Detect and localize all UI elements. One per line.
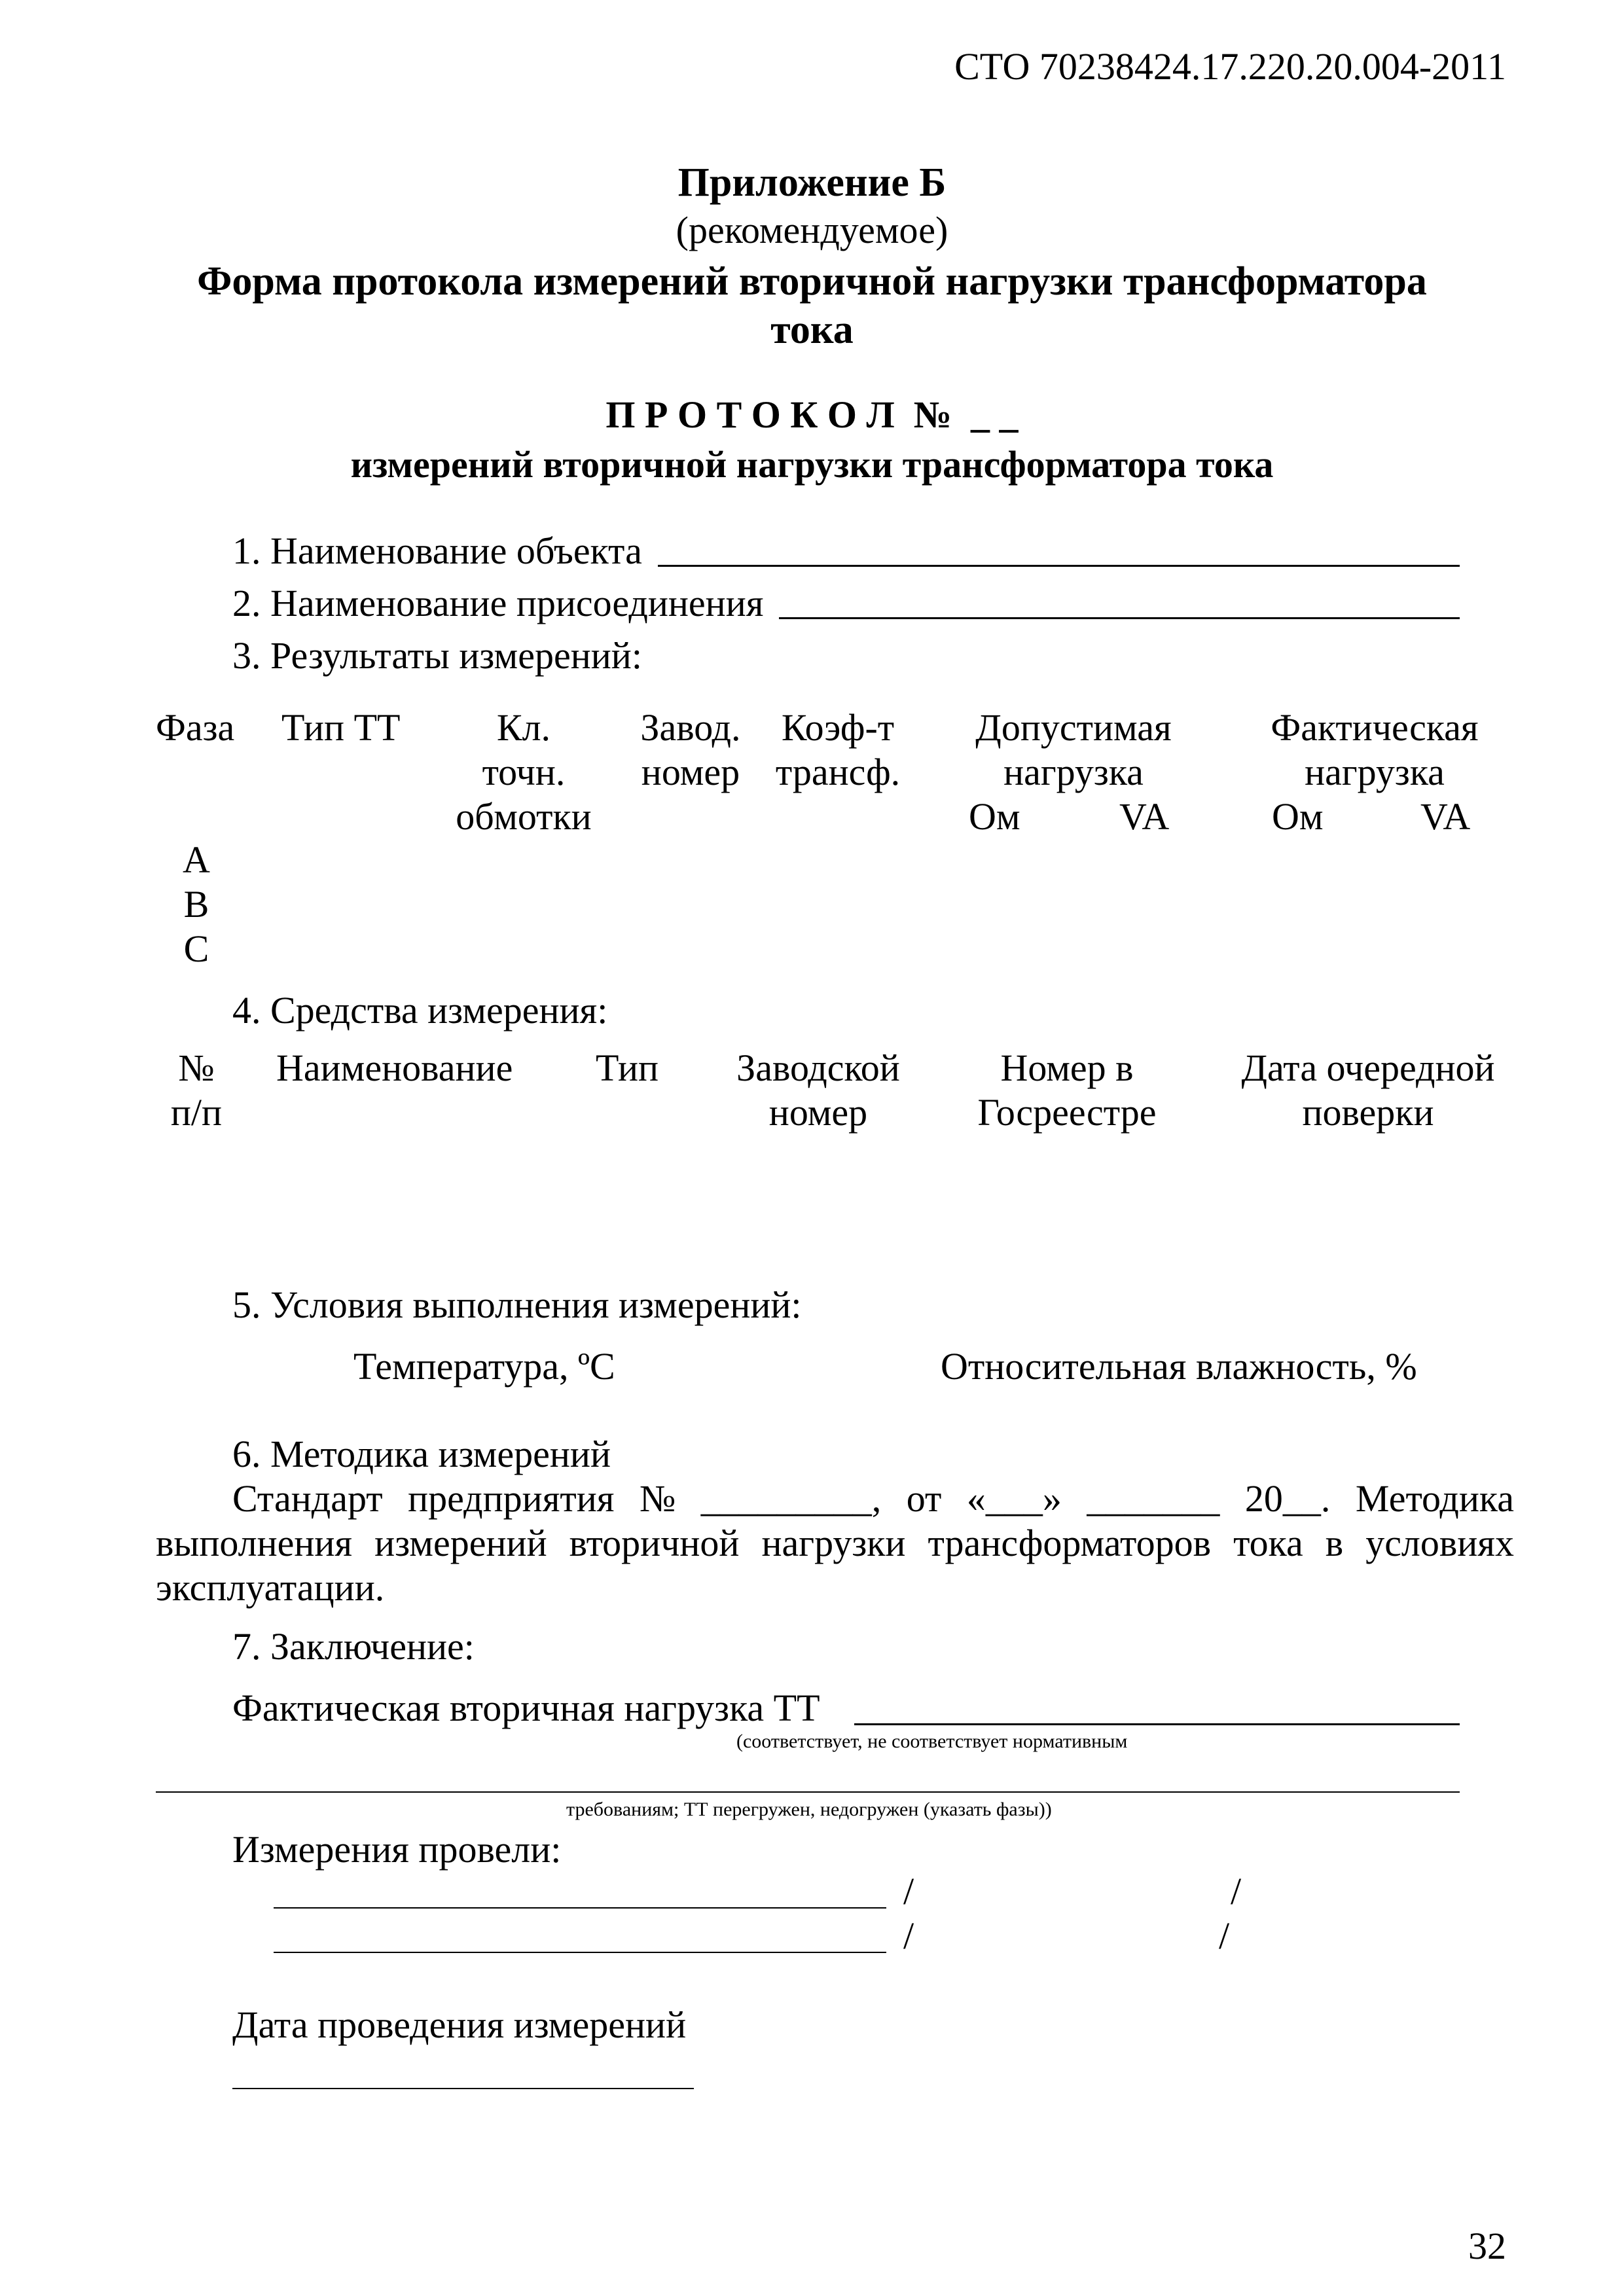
instr-col-next-check-line1: Дата очередной bbox=[1241, 1047, 1495, 1089]
method-word: условиях bbox=[1365, 1522, 1514, 1564]
col-actual-line1: Фактическая bbox=[1271, 706, 1479, 749]
protocol-subheading: измерений вторичной нагрузки трансформатора тока bbox=[350, 443, 1274, 486]
form-title-line1: Форма протокола измерений вторичной нагрузки трансформатора bbox=[197, 259, 1427, 304]
method-word: Методика bbox=[1355, 1477, 1514, 1520]
col-class-line3: обмотки bbox=[456, 795, 592, 838]
temperature-label: Температура, ºС bbox=[353, 1345, 615, 1388]
method-word: от bbox=[906, 1477, 942, 1520]
method-word: «___» bbox=[966, 1477, 1062, 1520]
phase-b: B bbox=[183, 883, 209, 925]
method-word: _______ bbox=[1087, 1477, 1220, 1520]
humidity-label: Относительная влажность, % bbox=[941, 1345, 1417, 1388]
appendix-subtitle: (рекомендуемое) bbox=[676, 209, 948, 251]
method-word: 20__. bbox=[1244, 1477, 1331, 1520]
col-ct-type: Тип ТТ bbox=[281, 706, 401, 749]
conditions-heading: 5. Условия выполнения измерений: bbox=[232, 1283, 802, 1326]
col-ratio-line2: трансф. bbox=[775, 751, 901, 793]
signature-slash-2b: / bbox=[1219, 1914, 1230, 1957]
instr-col-next-check-line2: поверки bbox=[1302, 1091, 1434, 1134]
signature-slash-1a: / bbox=[903, 1870, 914, 1912]
page-number: 32 bbox=[1468, 2225, 1506, 2267]
method-word: № bbox=[639, 1477, 676, 1520]
form-title-line2: тока bbox=[770, 308, 854, 352]
method-line1 bbox=[232, 1477, 1514, 1521]
col-phase: Фаза bbox=[156, 706, 235, 749]
col-allowed-line1: Допустимая bbox=[975, 706, 1172, 749]
col-ratio-line1: Коэф-т bbox=[781, 706, 895, 749]
actual-load-note2: требованиям; ТТ перегружен, недогружен (указать фазы)) bbox=[566, 1799, 1052, 1820]
col-class-line2: точн. bbox=[482, 751, 566, 793]
instr-col-no-line1: № bbox=[178, 1047, 215, 1089]
actual-load-note1: (соответствует, не соответствует нормативным bbox=[736, 1731, 1128, 1752]
method-word: тока bbox=[1233, 1522, 1303, 1564]
protocol-heading: П Р О Т О К О Л № _ _ bbox=[605, 393, 1019, 436]
document-code: СТО 70238424.17.220.20.004-2011 bbox=[954, 45, 1506, 88]
phase-c: C bbox=[183, 927, 209, 970]
signature-slash-2a: / bbox=[903, 1914, 914, 1957]
actual-load-line bbox=[854, 1723, 1460, 1725]
col-actual-line2: нагрузка bbox=[1305, 751, 1445, 793]
col-allowed-va: VA bbox=[1119, 795, 1170, 838]
phase-a: A bbox=[183, 838, 210, 881]
conclusion-heading: 7. Заключение: bbox=[232, 1625, 475, 1668]
instr-col-type: Тип bbox=[596, 1047, 659, 1089]
method-word: в bbox=[1325, 1522, 1344, 1564]
col-actual-va: VA bbox=[1420, 795, 1471, 838]
object-name-label: 1. Наименование объекта bbox=[232, 529, 642, 572]
method-word: нагрузки bbox=[761, 1522, 906, 1564]
method-word: вторичной bbox=[569, 1522, 740, 1564]
signature-line-2 bbox=[274, 1952, 886, 1953]
method-line2 bbox=[156, 1521, 1514, 1566]
appendix-title: Приложение Б bbox=[677, 160, 947, 205]
col-actual-ohm: Ом bbox=[1272, 795, 1324, 838]
method-word: предприятия bbox=[408, 1477, 615, 1520]
method-word: Стандарт bbox=[232, 1477, 383, 1520]
conclusion-full-line bbox=[156, 1791, 1460, 1793]
signature-slash-1b: / bbox=[1231, 1870, 1242, 1912]
col-allowed-line2: нагрузка bbox=[1003, 751, 1144, 793]
col-serial-line1: Завод. bbox=[640, 706, 741, 749]
col-allowed-ohm: Ом bbox=[969, 795, 1020, 838]
method-word: измерений bbox=[374, 1522, 547, 1564]
instr-col-serial-line2: номер bbox=[768, 1091, 868, 1134]
connection-name-label: 2. Наименование присоединения bbox=[232, 582, 764, 624]
col-class-line1: Кл. bbox=[496, 706, 551, 749]
method-word: трансформаторов bbox=[928, 1522, 1212, 1564]
object-name-line bbox=[658, 565, 1460, 567]
signature-line-1 bbox=[274, 1907, 886, 1909]
method-word: _________, bbox=[700, 1477, 882, 1520]
method-word: выполнения bbox=[156, 1522, 353, 1564]
instr-col-registry-line1: Номер в bbox=[1000, 1047, 1134, 1089]
col-serial-line2: номер bbox=[641, 751, 740, 793]
instr-col-serial-line1: Заводской bbox=[736, 1047, 900, 1089]
instruments-heading: 4. Средства измерения: bbox=[232, 989, 608, 1031]
instr-col-no-line2: п/п bbox=[170, 1091, 223, 1134]
results-label: 3. Результаты измерений: bbox=[232, 634, 642, 677]
method-heading: 6. Методика измерений bbox=[232, 1433, 611, 1475]
actual-load-label: Фактическая вторичная нагрузка ТТ bbox=[232, 1687, 820, 1729]
signatures-heading: Измерения провели: bbox=[232, 1828, 562, 1871]
instr-col-registry-line2: Госреестре bbox=[977, 1091, 1157, 1134]
measurement-date-line bbox=[232, 2088, 694, 2089]
measurement-date-label: Дата проведения измерений bbox=[232, 2003, 687, 2046]
connection-name-line bbox=[779, 617, 1460, 619]
instr-col-name: Наименование bbox=[276, 1047, 513, 1089]
method-line3: эксплуатации. bbox=[156, 1566, 385, 1609]
